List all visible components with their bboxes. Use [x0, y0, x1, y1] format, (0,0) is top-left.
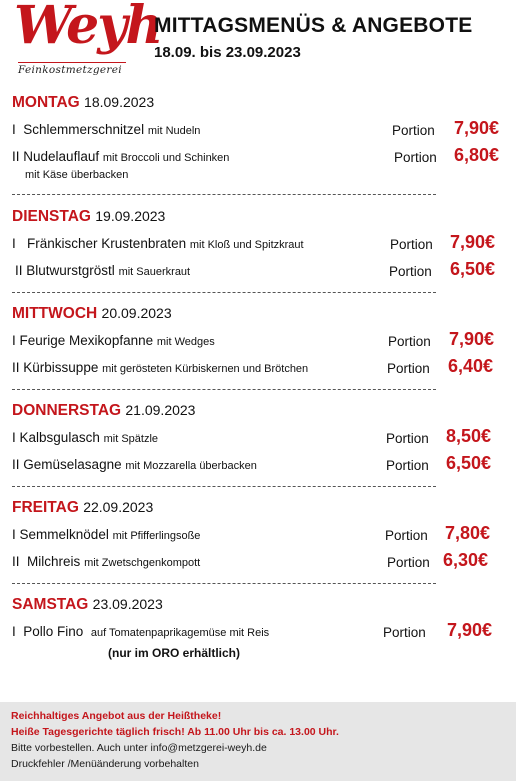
dish-name: Blutwurstgröstl [26, 263, 115, 278]
footer-line-4: Druckfehler /Menüänderung vorbehalten [11, 758, 199, 770]
day-heading-donnerstag [12, 402, 195, 420]
dish-name: Schlemmerschnitzel [23, 122, 145, 137]
item-description: I Kalbsgulasch mit Spätzle [12, 430, 159, 445]
dish-side: mit Sauerkraut [118, 266, 191, 278]
price: 6,30€ [443, 550, 489, 570]
price: 7,80€ [445, 523, 491, 543]
price: 7,90€ [447, 620, 493, 640]
divider [12, 389, 436, 390]
day-heading-montag [12, 94, 154, 112]
price: 7,90€ [450, 232, 496, 252]
dish-side: mit Wedges [156, 336, 215, 348]
portion-label: Portion [383, 625, 426, 640]
dish-name: Gemüselasagne [23, 457, 122, 472]
menu-item [12, 523, 502, 545]
menu-item [12, 453, 502, 475]
dish-side: mit Pfifferlingsoße [112, 530, 201, 542]
item-description: II Gemüselasagne mit Mozzarella überbacken [12, 457, 257, 472]
dish-extra: (nur im ORO erhältlich) [108, 646, 241, 660]
menu-item [12, 356, 502, 378]
item-description: II Milchreis mit Zwetschgenkompott [12, 554, 201, 569]
dish-side: auf Tomatenpaprikagemüse mit Reis [90, 627, 270, 639]
brand-logo [12, 0, 162, 76]
item-description: II Nudelauflauf mit Broccoli und Schinken [12, 149, 230, 164]
dish-name: Kürbissuppe [23, 360, 99, 375]
dish-side: mit Mozzarella überbacken [125, 460, 257, 472]
item-description: I Fränkischer Krustenbraten mit Kloß und Spitzkraut [12, 236, 304, 251]
portion-label: Portion [386, 458, 429, 473]
day-name: DIENSTAG [12, 208, 91, 225]
day-name: SAMSTAG [12, 596, 89, 613]
page-title: MITTAGSMENÜS & ANGEBOTE [154, 14, 473, 37]
day-heading-dienstag [12, 208, 165, 226]
menu-item [12, 145, 502, 167]
day-name: MONTAG [12, 94, 80, 111]
price: 6,40€ [448, 356, 494, 376]
portion-label: Portion [389, 264, 432, 279]
day-date: 21.09.2023 [125, 402, 196, 418]
item-description: I Semmelknödel mit Pfifferlingsoße [12, 527, 201, 542]
dish-side: mit gerösteten Kürbiskernen und Brötchen [102, 363, 309, 375]
day-name: FREITAG [12, 499, 79, 516]
dish-name: Fränkischer Krustenbraten [27, 236, 187, 251]
day-heading-samstag [12, 596, 163, 614]
menu-item [12, 329, 502, 351]
day-date: 18.09.2023 [84, 94, 155, 110]
day-heading-mittwoch [12, 305, 172, 323]
dish-extra: mit Käse überbacken [25, 169, 129, 181]
item-description: I Feurige Mexikopfanne mit Wedges [12, 333, 215, 348]
footer-line-1: Reichhaltiges Angebot aus der Heißtheke! [11, 710, 222, 722]
dish-side: mit Broccoli und Schinken [102, 152, 230, 164]
logo-underline [18, 62, 126, 63]
price: 6,50€ [450, 259, 496, 279]
item-description: I Schlemmerschnitzel mit Nudeln [12, 122, 201, 137]
portion-label: Portion [392, 123, 435, 138]
portion-label: Portion [385, 528, 428, 543]
item-description: II Blutwurstgröstl mit Sauerkraut [15, 263, 191, 278]
menu-item [12, 620, 502, 642]
portion-label: Portion [386, 431, 429, 446]
price: 6,80€ [454, 145, 500, 165]
dish-side: mit Zwetschgenkompott [84, 557, 201, 569]
day-heading-freitag [12, 499, 153, 517]
logo-wordmark: Weyh [14, 0, 162, 56]
price: 7,90€ [454, 118, 500, 138]
day-name: DONNERSTAG [12, 402, 122, 419]
day-date: 22.09.2023 [83, 499, 154, 515]
day-date: 19.09.2023 [95, 208, 166, 224]
portion-label: Portion [390, 237, 433, 252]
divider [12, 583, 436, 584]
divider [12, 486, 436, 487]
dish-name: Feurige Mexikopfanne [19, 333, 154, 348]
dish-name: Semmelknödel [19, 527, 109, 542]
portion-label: Portion [387, 555, 430, 570]
menu-item [12, 118, 502, 140]
date-range: 18.09. bis 23.09.2023 [154, 44, 301, 61]
price: 6,50€ [446, 453, 492, 473]
day-date: 23.09.2023 [92, 596, 163, 612]
divider [12, 292, 436, 293]
item-description: I Pollo Fino auf Tomatenpaprikagemüse mit Reis [12, 624, 270, 639]
dish-name: Nudelauflauf [23, 149, 100, 164]
menu-item [12, 232, 502, 254]
dish-name: Pollo Fino [23, 624, 84, 639]
dish-side: mit Spätzle [103, 433, 159, 445]
dish-side: mit Nudeln [147, 125, 201, 137]
footer-line-2: Heiße Tagesgerichte täglich frisch! Ab 11.00 Uhr bis ca. 13.00 Uhr. [11, 726, 339, 738]
dish-name: Milchreis [27, 554, 81, 569]
menu-item [12, 550, 502, 572]
price: 7,90€ [449, 329, 495, 349]
item-description: II Kürbissuppe mit gerösteten Kürbiskernen und Brötchen [12, 360, 309, 375]
dish-side: mit Kloß und Spitzkraut [189, 239, 304, 251]
divider [12, 194, 436, 195]
day-name: MITTWOCH [12, 305, 98, 322]
footer-line-3: Bitte vorbestellen. Auch unter info@metzgerei-weyh.de [11, 742, 267, 754]
price: 8,50€ [446, 426, 492, 446]
menu-item [12, 426, 502, 448]
portion-label: Portion [394, 150, 437, 165]
logo-subtitle: Feinkostmetzgerei [18, 64, 122, 76]
dish-name: Kalbsgulasch [19, 430, 100, 445]
footer-info [0, 702, 516, 781]
day-date: 20.09.2023 [101, 305, 172, 321]
portion-label: Portion [388, 334, 431, 349]
portion-label: Portion [387, 361, 430, 376]
menu-item [12, 259, 502, 281]
